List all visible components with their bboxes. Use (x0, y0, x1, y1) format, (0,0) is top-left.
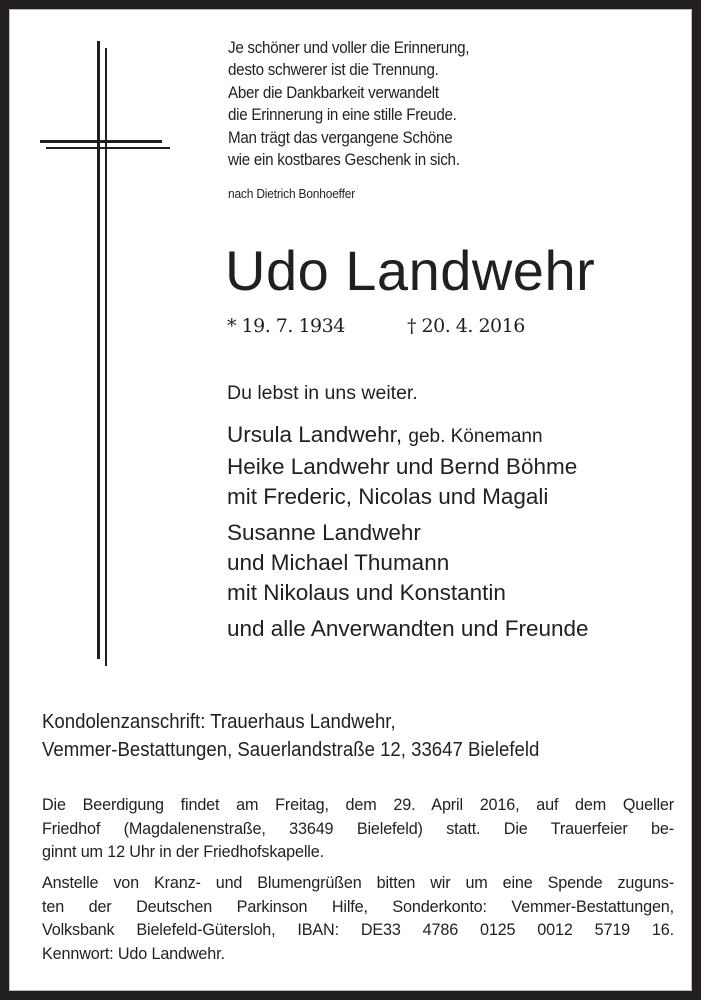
mourner-line: Heike Landwehr und Bernd Böhme (227, 454, 578, 479)
quote-line: Man trägt das vergangene Schöne (228, 128, 453, 147)
quote-line: Je schöner und voller die Erinnerung, (228, 39, 470, 57)
funeral-info (42, 794, 674, 865)
obituary-notice (9, 9, 692, 991)
address-line: Kondolenzanschrift: Trauerhaus Landwehr, (42, 711, 396, 733)
quote-line: die Erinnerung in eine stille Freude. (228, 106, 457, 125)
mourner-line: mit Frederic, Nicolas und Magali (227, 484, 549, 509)
funeral-info-line: ginnt um 12 Uhr in der Friedhofskapelle. (42, 843, 324, 862)
birth-date: * 19. 7. 1934 (227, 315, 345, 337)
donation-info-line: ten der Deutschen Parkinson Hilfe, Sonderkonto: Vemmer-Bestattungen, (42, 897, 674, 916)
death-date: † 20. 4. 2016 (407, 315, 525, 337)
donation-info (42, 872, 674, 966)
funeral-info-line: Die Beerdigung findet am Freitag, dem 29. April 2016, auf dem Queller (42, 796, 674, 814)
mourner-maiden-name: geb. Könemann (408, 426, 543, 447)
motto: Du lebst in uns weiter. (227, 382, 418, 404)
mourner-line: Susanne Landwehr (227, 520, 421, 545)
mourner-line: und Michael Thumann (227, 550, 450, 575)
quote-line: Aber die Dankbarkeit verwandelt (228, 83, 439, 102)
address-line: Vemmer-Bestattungen, Sauerlandstraße 12, 33647 Bielefeld (42, 739, 540, 761)
donation-info-line: Volksbank Bielefeld-Gütersloh, IBAN: DE33 4786 0125 0012 5719 16. (42, 921, 674, 940)
quote-line: wie ein kostbares Geschenk in sich. (228, 151, 460, 170)
mourners-list (227, 420, 589, 644)
condolence-address (42, 708, 539, 764)
donation-info-line: Kennwort: Udo Landwehr. (42, 944, 225, 963)
mourner-line: mit Nikolaus und Konstantin (227, 580, 506, 605)
mourner-line (227, 420, 589, 452)
funeral-info-line: Friedhof (Magdalenenstraße, 33649 Bielefeld) statt. Die Trauerfeier be- (42, 819, 674, 838)
cross-vertical-thick (97, 41, 100, 659)
cross-horizontal-thick (40, 140, 162, 143)
deceased-name: Udo Landwehr (225, 239, 596, 302)
mourner-name: Ursula Landwehr, (227, 422, 403, 447)
donation-info-line: Anstelle von Kranz- und Blumengrüßen bitten wir um eine Spende zuguns- (42, 874, 674, 892)
memorial-quote (228, 37, 469, 171)
quote-attribution: nach Dietrich Bonhoeffer (228, 186, 356, 201)
cross-horizontal-thin (46, 147, 170, 149)
mourner-line: und alle Anverwandten und Freunde (227, 616, 589, 641)
quote-line: desto schwerer ist die Trennung. (228, 61, 439, 80)
